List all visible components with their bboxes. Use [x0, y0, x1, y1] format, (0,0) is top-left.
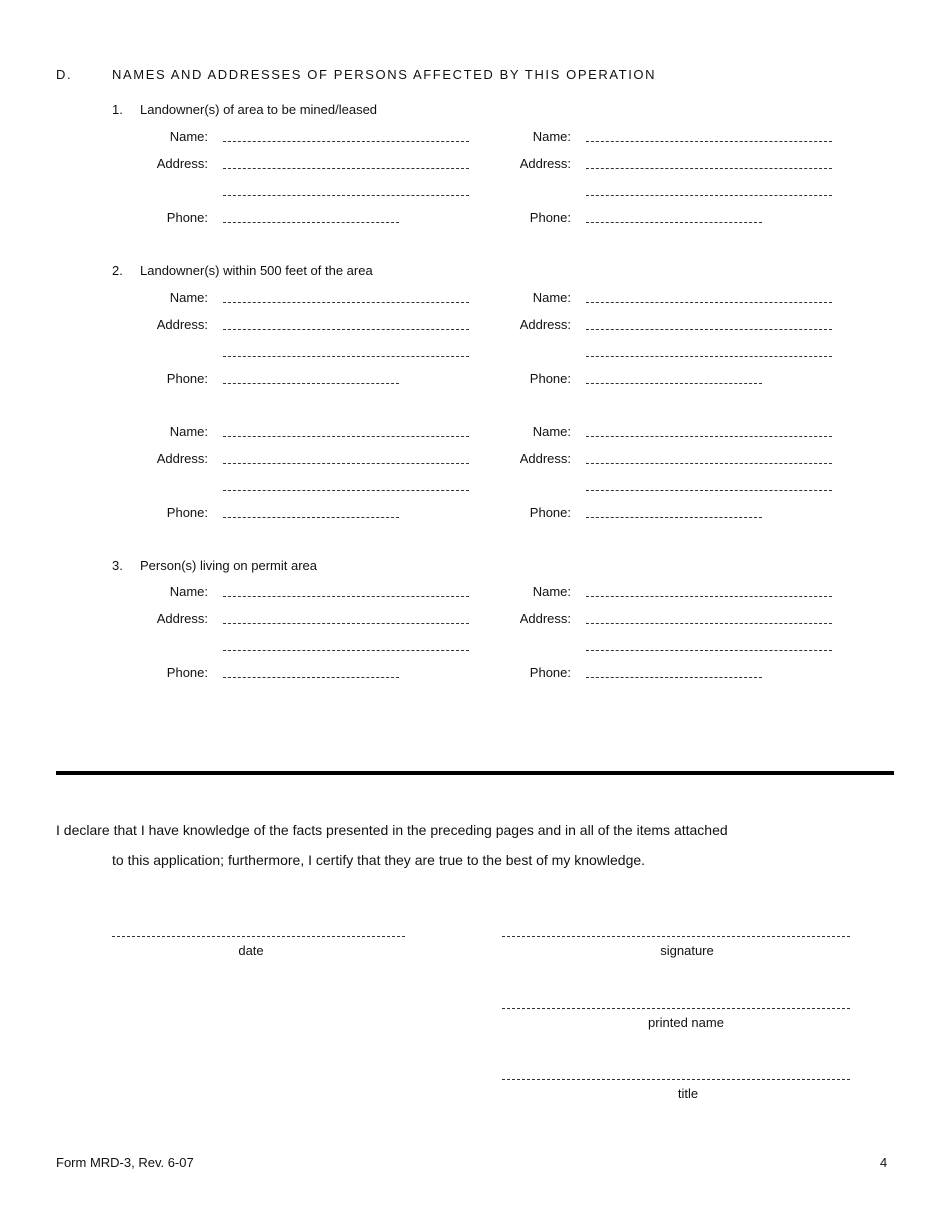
- name-field[interactable]: [586, 436, 832, 437]
- phone-label: Phone:: [166, 505, 208, 520]
- phone-label: Phone:: [166, 210, 208, 225]
- name-field[interactable]: [586, 596, 832, 597]
- group-2-number: 2.: [112, 263, 123, 278]
- address-line-2-field[interactable]: [586, 356, 832, 357]
- name-field[interactable]: [223, 436, 469, 437]
- address-field[interactable]: [223, 463, 469, 464]
- address-label: Address:: [156, 317, 208, 332]
- name-field[interactable]: [586, 302, 832, 303]
- phone-label: Phone:: [529, 210, 571, 225]
- section-title: NAMES AND ADDRESSES OF PERSONS AFFECTED BY THIS OPERATION: [112, 67, 657, 82]
- group-3-number: 3.: [112, 558, 123, 573]
- name-label: Name:: [532, 584, 571, 599]
- name-field[interactable]: [223, 596, 469, 597]
- phone-label: Phone:: [529, 665, 571, 680]
- phone-label: Phone:: [529, 371, 571, 386]
- name-label: Name:: [169, 584, 208, 599]
- group-1-title: Landowner(s) of area to be mined/leased: [140, 102, 378, 117]
- phone-label: Phone:: [166, 371, 208, 386]
- phone-label: Phone:: [166, 665, 208, 680]
- address-field[interactable]: [586, 623, 832, 624]
- address-field[interactable]: [223, 168, 469, 169]
- address-field[interactable]: [586, 329, 832, 330]
- address-line-2-field[interactable]: [586, 650, 832, 651]
- address-label: Address:: [156, 451, 208, 466]
- address-line-2-field[interactable]: [223, 650, 469, 651]
- address-line-2-field[interactable]: [586, 195, 832, 196]
- date-field[interactable]: [112, 936, 405, 937]
- name-field[interactable]: [223, 302, 469, 303]
- name-label: Name:: [532, 129, 571, 144]
- title-caption: title: [677, 1086, 699, 1101]
- group-1-number: 1.: [112, 102, 123, 117]
- form-id: Form MRD-3, Rev. 6-07: [56, 1155, 194, 1170]
- page-number: 4: [880, 1155, 888, 1170]
- phone-field[interactable]: [223, 517, 399, 518]
- address-field[interactable]: [586, 168, 832, 169]
- printed-name-field[interactable]: [502, 1008, 850, 1009]
- name-label: Name:: [169, 424, 208, 439]
- address-label: Address:: [519, 156, 571, 171]
- phone-field[interactable]: [223, 222, 399, 223]
- printed-name-caption: printed name: [648, 1015, 724, 1030]
- declaration-line-2: to this application; furthermore, I certify that they are true to the best of my knowledge.: [112, 852, 646, 868]
- phone-field[interactable]: [586, 517, 762, 518]
- date-caption: date: [238, 943, 264, 958]
- name-field[interactable]: [586, 141, 832, 142]
- address-field[interactable]: [223, 329, 469, 330]
- declaration-line-1: I declare that I have knowledge of the facts presented in the preceding pages and in all of the items attached: [56, 822, 728, 838]
- phone-field[interactable]: [586, 677, 762, 678]
- address-label: Address:: [519, 451, 571, 466]
- address-label: Address:: [519, 611, 571, 626]
- address-label: Address:: [519, 317, 571, 332]
- signature-caption: signature: [660, 943, 714, 958]
- address-field[interactable]: [586, 463, 832, 464]
- address-label: Address:: [156, 611, 208, 626]
- phone-field[interactable]: [223, 677, 399, 678]
- phone-field[interactable]: [586, 222, 762, 223]
- name-label: Name:: [532, 424, 571, 439]
- name-label: Name:: [169, 290, 208, 305]
- name-label: Name:: [169, 129, 208, 144]
- signature-field[interactable]: [502, 936, 850, 937]
- name-field[interactable]: [223, 141, 469, 142]
- address-line-2-field[interactable]: [223, 490, 469, 491]
- phone-label: Phone:: [529, 505, 571, 520]
- address-field[interactable]: [223, 623, 469, 624]
- phone-field[interactable]: [223, 383, 399, 384]
- group-3-title: Person(s) living on permit area: [140, 558, 318, 573]
- address-label: Address:: [156, 156, 208, 171]
- address-line-2-field[interactable]: [223, 195, 469, 196]
- address-line-2-field[interactable]: [223, 356, 469, 357]
- address-line-2-field[interactable]: [586, 490, 832, 491]
- name-label: Name:: [532, 290, 571, 305]
- section-letter: D.: [56, 67, 73, 82]
- group-2-title: Landowner(s) within 500 feet of the area: [140, 263, 373, 278]
- section-divider: [56, 771, 894, 775]
- title-field[interactable]: [502, 1079, 850, 1080]
- phone-field[interactable]: [586, 383, 762, 384]
